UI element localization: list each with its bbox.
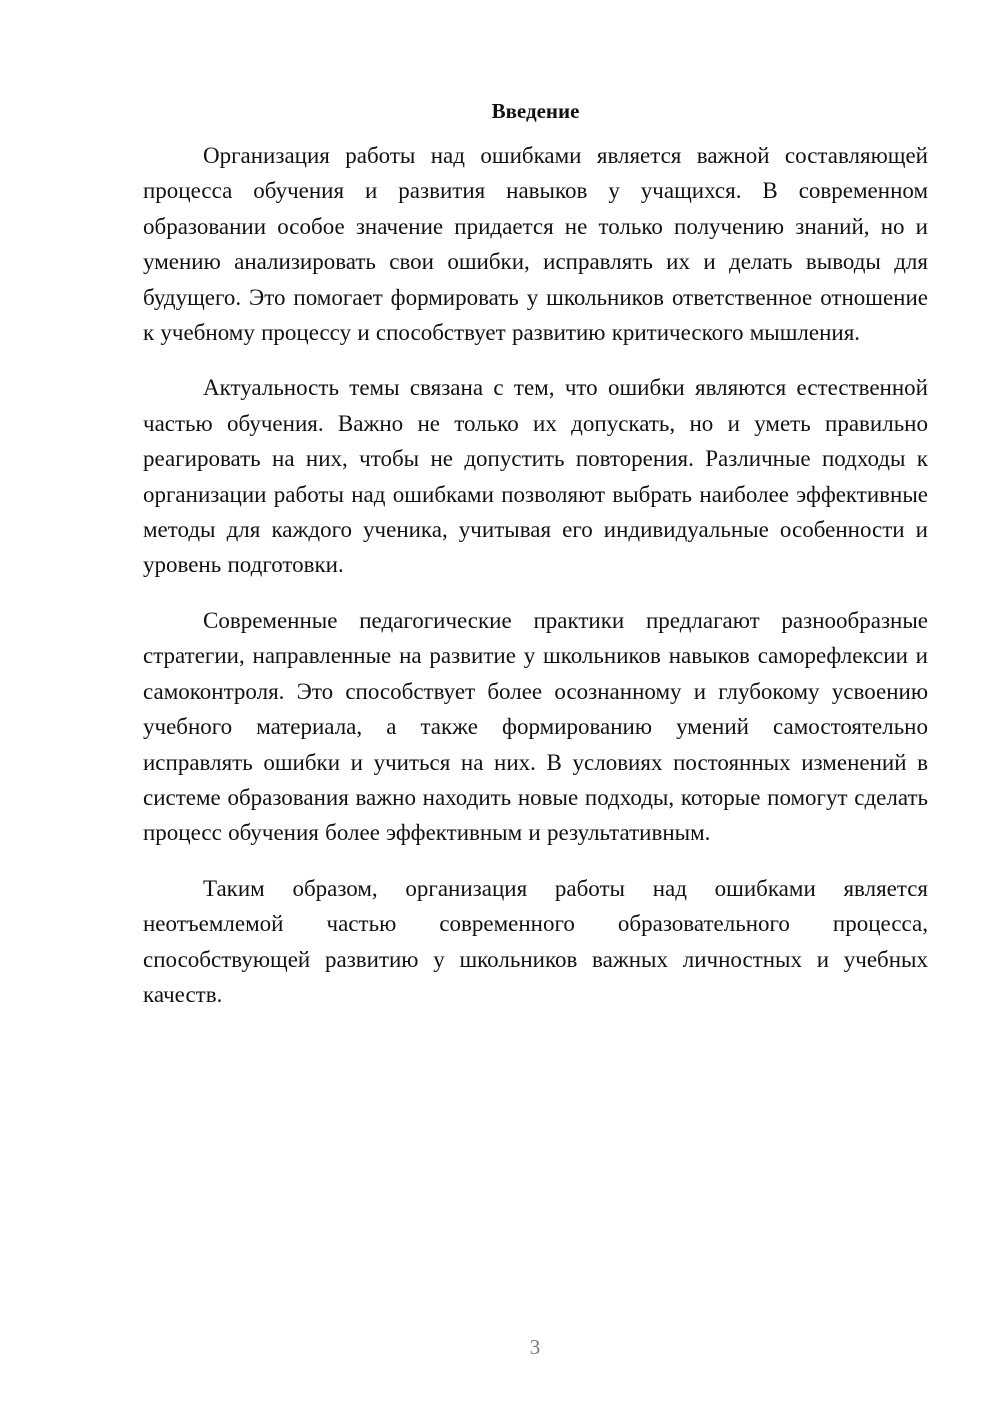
page-number: 3	[529, 1335, 541, 1359]
paragraph-2: Актуальность темы связана с тем, что ошибки являются естественной частью обучения. Важно не только их допускать, но и уметь правильно реагировать на них, чтобы не допустить повторения. Различные подходы к организации работы над ошибками позволяют выбрать наиболее эффективные методы для каждого ученика, учитывая его индивидуальные особенности и уровень подготовки.	[143, 375, 928, 578]
page-content	[143, 96, 928, 1032]
paragraph-1: Организация работы над ошибками является важной составляющей процесса обучения и развития навыков у учащихся. В современном образовании особое значение придается не только получению знаний, но и умению анализировать свои ошибки, исправлять их и делать выводы для будущего. Это помогает формировать у школьников ответственное отношение к учебному процессу и способствует развитию критического мышления.	[143, 143, 928, 346]
paragraph-3: Современные педагогические практики предлагают разнообразные стратегии, направленные на развитие у школьников навыков саморефлексии и самоконтроля. Это способствует более осознанному и глубокому усвоению учебного материала, а также формированию умений самостоятельно исправлять ошибки и учиться на них. В условиях постоянных изменений в системе образования важно находить новые подходы, которые помогут сделать процесс обучения более эффективным и результативным.	[143, 607, 928, 846]
section-heading: Введение	[491, 99, 580, 123]
paragraph-4: Таким образом, организация работы над ошибками является неотъемлемой частью современного образовательного процесса, способствующей развитию у школьников важных личностных и учебных качеств.	[143, 875, 928, 1007]
